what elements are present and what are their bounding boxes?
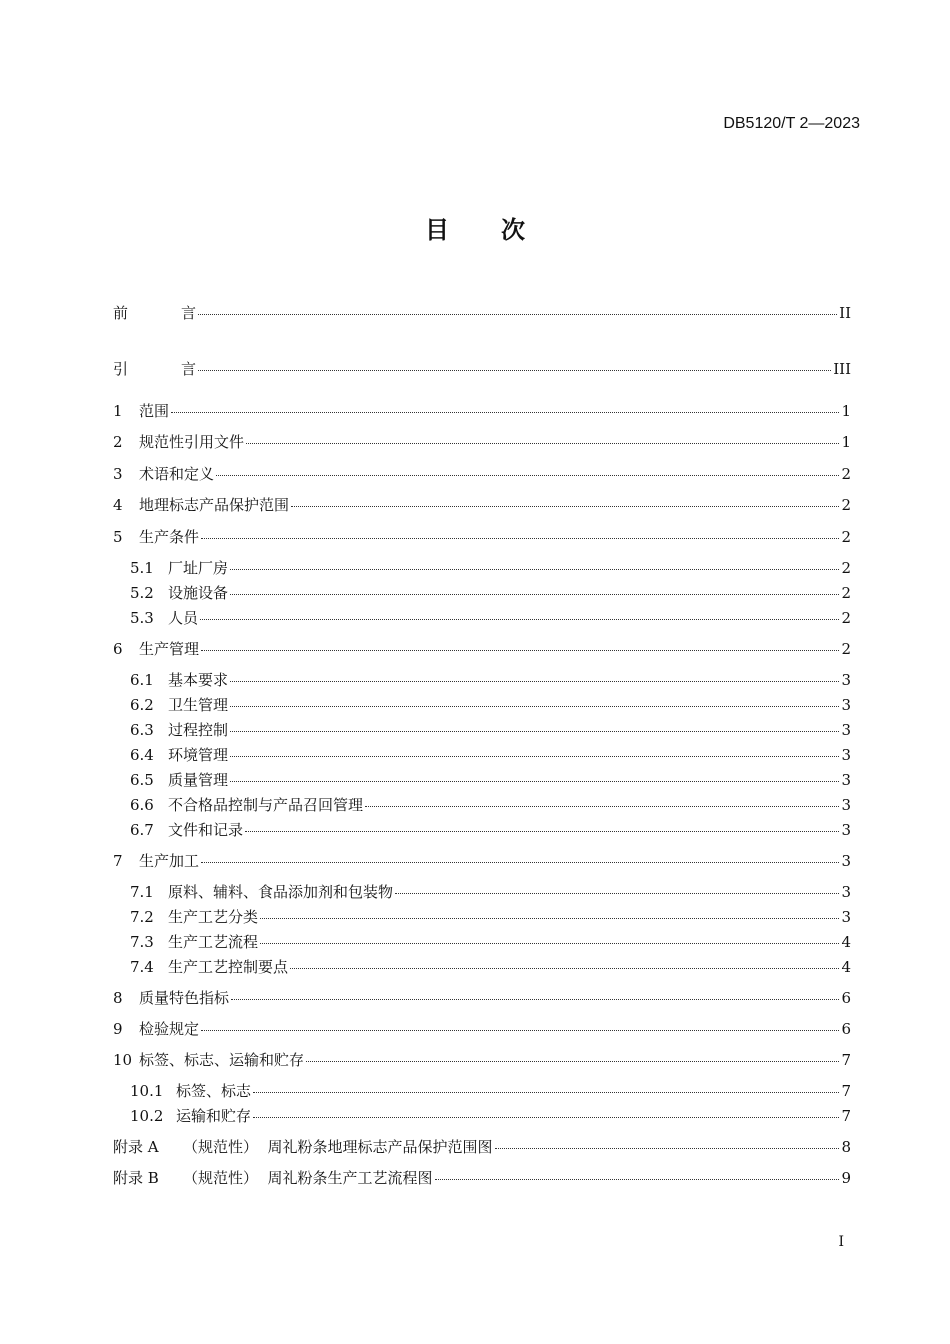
toc-entry-title: 生产工艺控制要点 xyxy=(168,958,289,976)
toc-entry-number: 引 xyxy=(113,360,129,378)
title-char-1: 目 xyxy=(425,216,449,244)
toc-entry-page: 2 xyxy=(841,559,851,577)
toc-entry-number: 7.2 xyxy=(130,908,154,926)
toc-entry[interactable] xyxy=(113,401,851,421)
toc-entry[interactable] xyxy=(130,795,851,815)
dot-leader xyxy=(246,443,839,444)
dot-leader xyxy=(291,506,839,507)
toc-entry-title: 生产工艺分类 xyxy=(168,908,259,926)
toc-entry[interactable] xyxy=(130,558,851,578)
toc-entry-number: 6.6 xyxy=(130,796,154,814)
toc-entry[interactable] xyxy=(130,820,851,840)
toc-entry-page: 3 xyxy=(841,796,851,814)
toc-entry[interactable] xyxy=(130,932,851,952)
toc-entry-title: 范围 xyxy=(139,402,170,420)
toc-entry-title: 原料、辅料、食品添加剂和包装物 xyxy=(168,883,394,901)
toc-entry-page: 3 xyxy=(841,852,851,870)
toc-entry[interactable] xyxy=(130,1106,851,1126)
toc-entry-number: 6.1 xyxy=(130,671,154,689)
toc-entry-number: 6.4 xyxy=(130,746,154,764)
toc-entry-number: 6 xyxy=(113,640,123,658)
toc-entry-title: 言 xyxy=(181,304,197,322)
toc-entry-page: 3 xyxy=(841,746,851,764)
toc-entry-number: 4 xyxy=(113,496,123,514)
toc-entry-title: 术语和定义 xyxy=(139,465,215,483)
dot-leader xyxy=(230,731,839,732)
toc-entry-page: 2 xyxy=(841,609,851,627)
toc-entry-page: 2 xyxy=(841,640,851,658)
dot-leader xyxy=(253,1117,839,1118)
toc-entry-title: 人员 xyxy=(168,609,199,627)
toc-entry-title: 生产管理 xyxy=(139,640,200,658)
toc-entry[interactable] xyxy=(113,495,851,515)
toc-entry-title: 言 xyxy=(181,360,197,378)
toc-entry-title: 标签、标志 xyxy=(176,1082,252,1100)
toc-entry-page: III xyxy=(833,360,851,378)
document-code: DB5120/T 2—2023 xyxy=(723,115,860,132)
toc-entry-title: 文件和记录 xyxy=(168,821,244,839)
toc-entry-number: 7.3 xyxy=(130,933,154,951)
toc-entry-title: 地理标志产品保护范围 xyxy=(139,496,290,514)
toc-entry-title: 厂址厂房 xyxy=(168,559,229,577)
dot-leader xyxy=(201,862,839,863)
dot-leader xyxy=(198,314,837,315)
toc-entry-title: 过程控制 xyxy=(168,721,229,739)
toc-entry-number: 5.3 xyxy=(130,609,154,627)
toc-entry[interactable] xyxy=(130,770,851,790)
toc-entry-title: （规范性） 周礼粉条地理标志产品保护范围图 xyxy=(183,1138,493,1156)
dot-leader xyxy=(230,706,839,707)
dot-leader xyxy=(230,569,839,570)
toc-entry-number: 8 xyxy=(113,989,123,1007)
toc-entry-number: 7.1 xyxy=(130,883,154,901)
toc-entry-page: 4 xyxy=(841,958,851,976)
dot-leader xyxy=(260,918,839,919)
toc-entry-title: 环境管理 xyxy=(168,746,229,764)
toc-entry-number: 5 xyxy=(113,528,123,546)
toc-entry-page: 1 xyxy=(841,402,851,420)
toc-entry-title: 卫生管理 xyxy=(168,696,229,714)
toc-entry[interactable] xyxy=(130,882,851,902)
toc-entry-number: 7 xyxy=(113,852,123,870)
toc-entry-page: II xyxy=(839,304,851,322)
toc-entry-page: 6 xyxy=(841,1020,851,1038)
dot-leader xyxy=(200,619,839,620)
toc-entry-page: 3 xyxy=(841,721,851,739)
toc-entry-number: 附录 B xyxy=(113,1169,159,1187)
toc-entry-title: 运输和贮存 xyxy=(176,1107,252,1125)
toc-entry-number: 3 xyxy=(113,465,123,483)
toc-entry[interactable] xyxy=(130,1081,851,1101)
toc-entry-number: 1 xyxy=(113,402,123,420)
toc-entry-page: 2 xyxy=(841,465,851,483)
toc-entry-title: 设施设备 xyxy=(168,584,229,602)
toc-entry-number: 6.2 xyxy=(130,696,154,714)
toc-entry-title: 质量管理 xyxy=(168,771,229,789)
dot-leader xyxy=(260,943,839,944)
toc-entry-number: 5.2 xyxy=(130,584,154,602)
toc-entry[interactable] xyxy=(130,907,851,927)
dot-leader xyxy=(245,831,839,832)
toc-entry[interactable] xyxy=(113,639,851,659)
toc-entry-number: 10.1 xyxy=(130,1082,164,1100)
toc-entry-title: 标签、标志、运输和贮存 xyxy=(139,1051,305,1069)
dot-leader xyxy=(253,1092,839,1093)
dot-leader xyxy=(201,538,839,539)
toc-entry[interactable] xyxy=(130,583,851,603)
toc-entry-number: 6.3 xyxy=(130,721,154,739)
toc-entry-page: 2 xyxy=(841,528,851,546)
toc-entry[interactable] xyxy=(113,464,851,484)
toc-entry-number: 6.5 xyxy=(130,771,154,789)
toc-entry-page: 7 xyxy=(841,1107,851,1125)
toc-entry[interactable] xyxy=(113,432,851,452)
toc-entry-page: 4 xyxy=(841,933,851,951)
toc-entry-number: 6.7 xyxy=(130,821,154,839)
dot-leader xyxy=(365,806,839,807)
dot-leader xyxy=(201,650,839,651)
toc-entry[interactable] xyxy=(130,720,851,740)
dot-leader xyxy=(290,968,839,969)
toc-entry-number: 附录 A xyxy=(113,1138,159,1156)
dot-leader xyxy=(230,681,839,682)
toc-entry[interactable] xyxy=(113,1137,851,1157)
page-number: I xyxy=(838,1234,844,1250)
toc-entry[interactable] xyxy=(113,1050,851,1070)
toc-entry-title: 检验规定 xyxy=(139,1020,200,1038)
toc-entry-page: 3 xyxy=(841,671,851,689)
dot-leader xyxy=(198,370,831,371)
title-char-2: 次 xyxy=(501,216,525,244)
toc-entry[interactable] xyxy=(113,1168,851,1188)
toc-entry[interactable] xyxy=(130,670,851,690)
toc-entry-title: 规范性引用文件 xyxy=(139,433,245,451)
toc-entry-title: 生产条件 xyxy=(139,528,200,546)
toc-entry[interactable] xyxy=(113,1019,851,1039)
dot-leader xyxy=(395,893,839,894)
dot-leader xyxy=(495,1148,840,1149)
toc-entry[interactable] xyxy=(113,303,851,323)
toc-entry[interactable] xyxy=(113,988,851,1008)
dot-leader xyxy=(435,1179,840,1180)
dot-leader xyxy=(171,412,839,413)
toc-entry-number: 9 xyxy=(113,1020,123,1038)
toc-entry-page: 6 xyxy=(841,989,851,1007)
dot-leader xyxy=(201,1030,839,1031)
toc-entry-title: 质量特色指标 xyxy=(139,989,230,1007)
toc-entry-page: 3 xyxy=(841,771,851,789)
dot-leader xyxy=(230,756,839,757)
dot-leader xyxy=(231,999,839,1000)
toc-entry-title: 不合格品控制与产品召回管理 xyxy=(168,796,364,814)
toc-entry[interactable] xyxy=(130,745,851,765)
toc-entry[interactable] xyxy=(113,851,851,871)
page-title xyxy=(0,210,950,245)
toc-entry-number: 2 xyxy=(113,433,123,451)
toc-entry[interactable] xyxy=(113,527,851,547)
dot-leader xyxy=(230,594,839,595)
toc-entry-title: 基本要求 xyxy=(168,671,229,689)
toc-entry-number: 10.2 xyxy=(130,1107,164,1125)
toc-entry-page: 3 xyxy=(841,696,851,714)
dot-leader xyxy=(306,1061,839,1062)
toc-entry-title: （规范性） 周礼粉条生产工艺流程图 xyxy=(183,1169,433,1187)
toc-entry-page: 1 xyxy=(841,433,851,451)
toc-entry-page: 7 xyxy=(841,1051,851,1069)
dot-leader xyxy=(230,781,839,782)
toc-entry-page: 9 xyxy=(841,1169,851,1187)
toc-entry-page: 7 xyxy=(841,1082,851,1100)
dot-leader xyxy=(216,475,839,476)
toc-entry-page: 3 xyxy=(841,821,851,839)
toc-entry[interactable] xyxy=(130,608,851,628)
toc-entry-title: 生产工艺流程 xyxy=(168,933,259,951)
toc-entry-page: 3 xyxy=(841,883,851,901)
toc-entry[interactable] xyxy=(113,359,851,379)
toc-entry-title: 生产加工 xyxy=(139,852,200,870)
toc-entry-page: 2 xyxy=(841,496,851,514)
toc-entry-number: 7.4 xyxy=(130,958,154,976)
toc-entry[interactable] xyxy=(130,957,851,977)
toc-entry-number: 前 xyxy=(113,304,129,322)
toc-entry-page: 8 xyxy=(841,1138,851,1156)
toc-entry[interactable] xyxy=(130,695,851,715)
toc-entry-number: 5.1 xyxy=(130,559,154,577)
toc-entry-number: 10 xyxy=(113,1051,133,1069)
toc-entry-page: 2 xyxy=(841,584,851,602)
toc-entry-page: 3 xyxy=(841,908,851,926)
